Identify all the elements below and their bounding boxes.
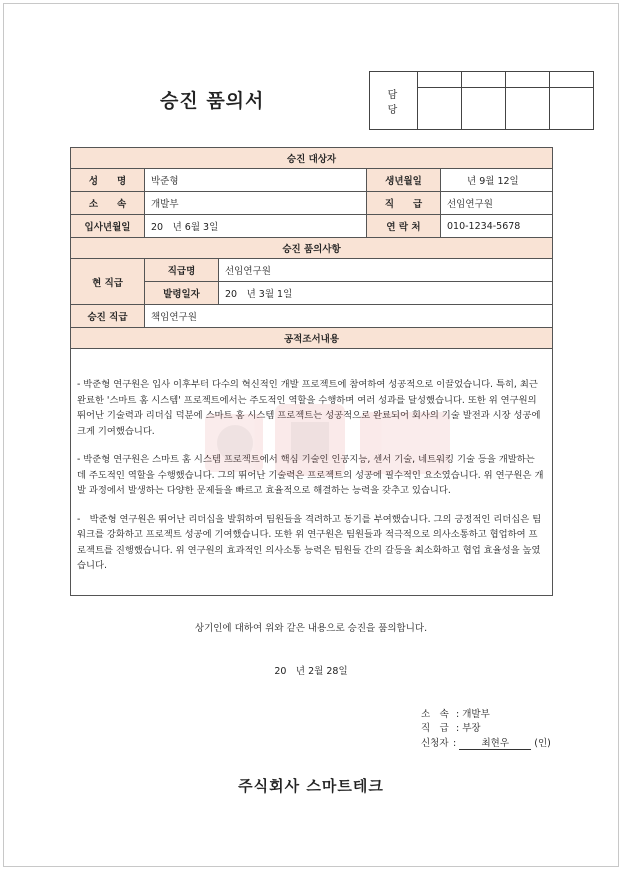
merit-content[interactable] bbox=[71, 349, 553, 596]
name-label: 성 명 bbox=[71, 169, 145, 192]
merit-paragraph: - 박준형 연구원은 입사 이후부터 다수의 혁신적인 개발 프로젝트에 참여하여 성공적으로 이끌었습니다. 특히, 최근 완료한 '스마트 홈 시스템' 프로젝트에서는 주도적인 역할을 수행하며 여러 성과를 달성했습니다. 또한 위 연구원의 뛰어난 기술력과 리더십 덕분에 스마트 홈 시스템 프로젝트는 성공적으로 완료되어 회사의 기술 발전과 시장 성공에 크게 기여했습니다. bbox=[77, 379, 541, 437]
contact-label: 연 락 처 bbox=[367, 215, 441, 238]
name-value[interactable]: 박준형 bbox=[145, 169, 367, 192]
approval-label: 담 당 bbox=[370, 72, 418, 130]
applicant-name-value[interactable]: 최현우 bbox=[459, 735, 531, 750]
issue-date-value[interactable]: 20 년 3월 1일 bbox=[219, 282, 553, 305]
birth-value[interactable]: 년 9월 12일 bbox=[441, 169, 553, 192]
approval-column-header bbox=[550, 72, 594, 88]
section-merit: 공적조서내용 bbox=[71, 328, 553, 349]
applicant-dept-value: : 개발부 bbox=[456, 709, 490, 720]
rank-value[interactable]: 선임연구원 bbox=[441, 192, 553, 215]
dept-label: 소 속 bbox=[71, 192, 145, 215]
approval-sign-cell[interactable] bbox=[462, 88, 506, 130]
grade-name-label: 직급명 bbox=[145, 259, 219, 282]
grade-name-value[interactable]: 선임연구원 bbox=[219, 259, 553, 282]
applicant-dept bbox=[421, 706, 490, 720]
approval-column-header bbox=[418, 72, 462, 88]
promotion-rank-label: 승진 직급 bbox=[71, 305, 145, 328]
approval-sign-cell[interactable] bbox=[418, 88, 462, 130]
promotion-rank-value[interactable]: 책임연구원 bbox=[145, 305, 553, 328]
rank-label: 직 급 bbox=[367, 192, 441, 215]
merit-paragraph: - 박준형 연구원은 스마트 홈 시스템 프로젝트에서 핵심 기술인 인공지능, 센서 기술, 네트워킹 기술 등을 개발하는 데 주도적인 역할을 수행했습니다. 그의 뛰어난 기술력은 프로젝트의 성공에 필수적인 요소였습니다. 위 연구원은 개발 과정에서 발생하는 다양한 문제들을 빠르고 효율적으로 해결하는 능력을 갖추고 있습니다. bbox=[77, 454, 544, 496]
applicant-rank bbox=[421, 720, 481, 734]
section-request: 승진 품의사항 bbox=[71, 238, 553, 259]
applicant-name-label: 신청자 bbox=[421, 738, 449, 749]
company-name: 주식회사 스마트테크 bbox=[238, 777, 384, 795]
issue-date-label: 발령일자 bbox=[145, 282, 219, 305]
approval-sign-cell[interactable] bbox=[550, 88, 594, 130]
approval-sign-cell[interactable] bbox=[506, 88, 550, 130]
merit-paragraph: - 박준형 연구원은 뛰어난 리더십을 발휘하여 팀원들을 격려하고 동기를 부여했습니다. 그의 긍정적인 리더십은 팀워크를 강화하고 프로젝트 성공에 기여했습니다. 또한 위 연구원은 팀원들과 적극적으로 의사소통하고 협업하여 프로젝트를 진행했습니다. 위 연구원의 효과적인 의사소통 능력은 팀원들 간의 갈등을 최소화하고 협업 효율성을 높였습니다. bbox=[77, 513, 542, 571]
birth-label: 생년월일 bbox=[367, 169, 441, 192]
dept-value[interactable]: 개발부 bbox=[145, 192, 367, 215]
promotion-form-table bbox=[70, 147, 553, 596]
contact-value[interactable]: 010-1234-5678 bbox=[441, 215, 553, 238]
request-date: 20 년 2월 28일 bbox=[274, 666, 348, 677]
hire-date-value[interactable]: 20 년 6월 3일 bbox=[145, 215, 367, 238]
approval-column-header bbox=[462, 72, 506, 88]
applicant-dept-label: 소 속 bbox=[421, 709, 449, 720]
applicant-rank-value: : 부장 bbox=[456, 723, 481, 734]
seal-mark: (인) bbox=[534, 738, 551, 749]
hire-date-label: 입사년월일 bbox=[71, 215, 145, 238]
section-candidate: 승진 대상자 bbox=[71, 148, 553, 169]
applicant-name: 신청자 : 최현우 (인) bbox=[421, 735, 551, 750]
approval-column-header bbox=[506, 72, 550, 88]
document-title: 승진 품의서 bbox=[160, 90, 265, 112]
applicant-rank-label: 직 급 bbox=[421, 723, 449, 734]
approval-box bbox=[369, 71, 594, 130]
current-rank-label: 현 직급 bbox=[71, 259, 145, 305]
request-sentence: 상기인에 대하여 위와 같은 내용으로 승진을 품의합니다. bbox=[194, 623, 428, 634]
